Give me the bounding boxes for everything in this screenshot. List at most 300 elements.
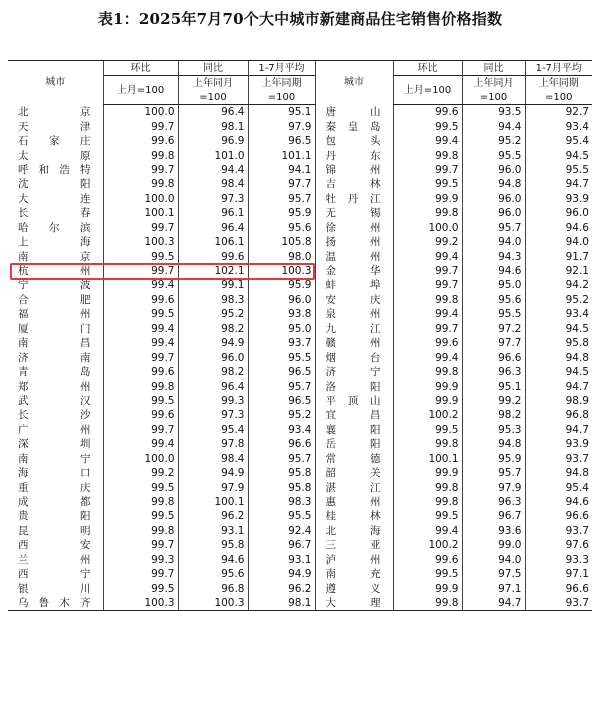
- yoy-cell-2: 93.5: [462, 105, 525, 120]
- mom-cell-2: 99.9: [393, 581, 462, 595]
- header-mom-base-2: 上月=100: [393, 76, 462, 105]
- table-row: [8, 235, 592, 249]
- city-cell-2: 襄阳: [315, 423, 393, 437]
- city-cell: 广州: [18, 423, 91, 436]
- yoy-cell: 98.2: [178, 365, 248, 379]
- mom-cell-2: 99.9: [393, 192, 462, 206]
- yoy-cell-2: 97.2: [462, 322, 525, 336]
- city-cell: 合肥: [18, 293, 91, 306]
- mom-cell-2: 99.5: [393, 423, 462, 437]
- ytd-cell-2: 91.7: [525, 249, 592, 263]
- city-cell-2: 湛江: [315, 480, 393, 494]
- table-row: [8, 553, 592, 567]
- city-cell-2: 泸州: [315, 553, 393, 567]
- ytd-cell-2: 93.4: [525, 307, 592, 321]
- mom-cell: 99.8: [103, 495, 178, 509]
- city-cell-2: 包头: [315, 134, 393, 148]
- table-row: [8, 408, 592, 422]
- ytd-cell-2: 94.7: [525, 177, 592, 191]
- yoy-cell: 95.6: [178, 567, 248, 581]
- city-cell: 南宁: [18, 452, 91, 465]
- ytd-cell: 98.3: [248, 495, 315, 509]
- city-cell-2: 丹东: [315, 148, 393, 162]
- mom-cell: 99.2: [103, 466, 178, 480]
- ytd-cell-2: 94.8: [525, 466, 592, 480]
- ytd-cell-2: 92.7: [525, 105, 592, 120]
- mom-cell-2: 99.8: [393, 596, 462, 611]
- header-city-2: 城市: [315, 61, 393, 105]
- ytd-cell: 95.6: [248, 221, 315, 235]
- mom-cell: 99.4: [103, 437, 178, 451]
- city-cell: 北京: [18, 105, 91, 118]
- mom-cell: 99.4: [103, 336, 178, 350]
- ytd-cell-2: 93.7: [525, 596, 592, 611]
- city-cell: 银川: [18, 582, 91, 595]
- table-row: [8, 596, 592, 611]
- city-cell-2: 温州: [315, 249, 393, 263]
- yoy-cell: 97.9: [178, 480, 248, 494]
- ytd-cell-2: 95.5: [525, 163, 592, 177]
- table-row: [8, 322, 592, 336]
- city-cell: 天津: [18, 120, 91, 133]
- header-yoy-base-2-2: =100: [462, 90, 525, 105]
- yoy-cell: 96.2: [178, 509, 248, 523]
- table-row: [8, 480, 592, 494]
- city-cell-2: 北海: [315, 524, 393, 538]
- table-row: [8, 394, 592, 408]
- header-yoy-base-1-2: 上年同月: [462, 76, 525, 91]
- ytd-cell: 96.6: [248, 437, 315, 451]
- mom-cell-2: 99.4: [393, 524, 462, 538]
- mom-cell: 99.7: [103, 538, 178, 552]
- yoy-cell: 96.4: [178, 379, 248, 393]
- table-row: [8, 293, 592, 307]
- ytd-cell: 95.5: [248, 350, 315, 364]
- city-cell-2: 唐山: [315, 105, 393, 120]
- city-cell: 深圳: [18, 438, 91, 451]
- yoy-cell: 100.3: [178, 596, 248, 611]
- header-ytd-base-2: =100: [248, 90, 315, 105]
- yoy-cell-2: 95.5: [462, 148, 525, 162]
- ytd-cell: 93.7: [248, 336, 315, 350]
- yoy-cell-2: 94.6: [462, 264, 525, 278]
- mom-cell-2: 99.8: [393, 365, 462, 379]
- city-cell-2: 三亚: [315, 538, 393, 552]
- city-cell: 长春: [18, 207, 91, 220]
- yoy-cell-2: 96.0: [462, 206, 525, 220]
- ytd-cell-2: 92.1: [525, 264, 592, 278]
- yoy-cell-2: 94.8: [462, 437, 525, 451]
- table-row: [8, 365, 592, 379]
- ytd-cell: 93.1: [248, 553, 315, 567]
- ytd-cell-2: 94.6: [525, 221, 592, 235]
- mom-cell-2: 99.8: [393, 495, 462, 509]
- city-cell: 海口: [18, 467, 91, 480]
- mom-cell-2: 99.4: [393, 249, 462, 263]
- mom-cell: 100.0: [103, 452, 178, 466]
- yoy-cell-2: 94.3: [462, 249, 525, 263]
- table-row: [8, 119, 592, 133]
- city-cell: 大连: [18, 192, 91, 205]
- ytd-cell-2: 95.8: [525, 336, 592, 350]
- header-ytd-base-1: 上年同期: [248, 76, 315, 91]
- ytd-cell: 96.2: [248, 581, 315, 595]
- city-cell: 青岛: [18, 366, 91, 379]
- ytd-cell-2: 96.0: [525, 206, 592, 220]
- ytd-cell-2: 94.8: [525, 350, 592, 364]
- mom-cell: 99.6: [103, 293, 178, 307]
- ytd-cell: 95.9: [248, 278, 315, 292]
- table-row: [8, 452, 592, 466]
- table-row: [8, 423, 592, 437]
- header-yoy: 同比: [178, 61, 248, 76]
- yoy-cell-2: 94.4: [462, 119, 525, 133]
- mom-cell-2: 99.7: [393, 163, 462, 177]
- ytd-cell: 96.7: [248, 538, 315, 552]
- table-row: [8, 278, 592, 292]
- ytd-cell: 94.1: [248, 163, 315, 177]
- yoy-cell-2: 95.0: [462, 278, 525, 292]
- city-cell-2: 烟台: [315, 350, 393, 364]
- ytd-cell: 96.0: [248, 293, 315, 307]
- table-row: [8, 336, 592, 350]
- yoy-cell: 99.3: [178, 394, 248, 408]
- ytd-cell: 95.8: [248, 480, 315, 494]
- yoy-cell: 99.6: [178, 249, 248, 263]
- mom-cell: 100.0: [103, 105, 178, 120]
- yoy-cell: 98.4: [178, 452, 248, 466]
- city-cell: 福州: [18, 308, 91, 321]
- mom-cell: 99.4: [103, 278, 178, 292]
- city-cell: 贵阳: [18, 510, 91, 523]
- ytd-cell-2: 94.5: [525, 148, 592, 162]
- city-cell-2: 洛阳: [315, 379, 393, 393]
- yoy-cell-2: 95.5: [462, 307, 525, 321]
- ytd-cell: 96.5: [248, 134, 315, 148]
- mom-cell-2: 99.9: [393, 394, 462, 408]
- ytd-cell: 105.8: [248, 235, 315, 249]
- mom-cell: 99.7: [103, 567, 178, 581]
- yoy-cell-2: 94.0: [462, 553, 525, 567]
- header-city: 城市: [8, 61, 103, 105]
- mom-cell-2: 100.1: [393, 452, 462, 466]
- mom-cell-2: 99.6: [393, 553, 462, 567]
- yoy-cell: 98.3: [178, 293, 248, 307]
- city-cell-2: 无锡: [315, 206, 393, 220]
- mom-cell-2: 99.4: [393, 134, 462, 148]
- ytd-cell-2: 94.5: [525, 322, 592, 336]
- yoy-cell: 96.0: [178, 350, 248, 364]
- city-cell-2: 赣州: [315, 336, 393, 350]
- yoy-cell: 94.9: [178, 466, 248, 480]
- ytd-cell-2: 93.3: [525, 553, 592, 567]
- yoy-cell: 100.1: [178, 495, 248, 509]
- yoy-cell-2: 99.0: [462, 538, 525, 552]
- yoy-cell-2: 95.6: [462, 293, 525, 307]
- city-cell: 成都: [18, 496, 91, 509]
- city-cell: 厦门: [18, 322, 91, 335]
- city-cell-2: 韶关: [315, 466, 393, 480]
- header-ytd: 1-7月平均: [248, 61, 315, 76]
- yoy-cell-2: 95.9: [462, 452, 525, 466]
- mom-cell: 99.8: [103, 177, 178, 191]
- yoy-cell: 94.6: [178, 553, 248, 567]
- yoy-cell: 95.2: [178, 307, 248, 321]
- city-cell-2: 牡丹江: [315, 192, 393, 206]
- yoy-cell-2: 97.1: [462, 581, 525, 595]
- city-cell: 长沙: [18, 409, 91, 422]
- table-row: [8, 466, 592, 480]
- yoy-cell: 96.4: [178, 105, 248, 120]
- yoy-cell: 96.4: [178, 221, 248, 235]
- city-cell: 兰州: [18, 553, 91, 566]
- yoy-cell: 96.9: [178, 134, 248, 148]
- mom-cell: 99.7: [103, 163, 178, 177]
- ytd-cell-2: 97.6: [525, 538, 592, 552]
- ytd-cell-2: 94.0: [525, 235, 592, 249]
- mom-cell: 99.7: [103, 264, 178, 278]
- ytd-cell-2: 93.7: [525, 524, 592, 538]
- city-cell: 太原: [18, 149, 91, 162]
- city-cell-2: 秦皇岛: [315, 119, 393, 133]
- table-row: [8, 221, 592, 235]
- yoy-cell-2: 94.7: [462, 596, 525, 611]
- yoy-cell-2: 95.2: [462, 134, 525, 148]
- city-cell: 济南: [18, 351, 91, 364]
- yoy-cell: 97.8: [178, 437, 248, 451]
- ytd-cell-2: 95.2: [525, 293, 592, 307]
- city-cell-2: 南充: [315, 567, 393, 581]
- mom-cell: 99.6: [103, 365, 178, 379]
- table-row: [8, 538, 592, 552]
- mom-cell: 100.3: [103, 596, 178, 611]
- highlight-box: [10, 263, 315, 280]
- yoy-cell: 95.4: [178, 423, 248, 437]
- yoy-cell-2: 95.3: [462, 423, 525, 437]
- table-body: [8, 105, 592, 611]
- mom-cell: 99.7: [103, 119, 178, 133]
- yoy-cell: 97.3: [178, 192, 248, 206]
- mom-cell-2: 99.2: [393, 235, 462, 249]
- table-row: [8, 148, 592, 162]
- mom-cell: 99.5: [103, 249, 178, 263]
- header-mom-base: 上月=100: [103, 76, 178, 105]
- city-cell: 昆明: [18, 524, 91, 537]
- city-cell: 南京: [18, 250, 91, 263]
- yoy-cell: 94.4: [178, 163, 248, 177]
- yoy-cell-2: 95.7: [462, 221, 525, 235]
- header-ytd-2: 1-7月平均: [525, 61, 592, 76]
- mom-cell: 99.5: [103, 394, 178, 408]
- yoy-cell: 93.1: [178, 524, 248, 538]
- city-cell-2: 泉州: [315, 307, 393, 321]
- ytd-cell: 101.1: [248, 148, 315, 162]
- mom-cell-2: 99.8: [393, 293, 462, 307]
- city-cell: 沈阳: [18, 178, 91, 191]
- mom-cell: 99.8: [103, 148, 178, 162]
- city-cell: 南昌: [18, 337, 91, 350]
- yoy-cell: 96.8: [178, 581, 248, 595]
- city-cell: 宁波: [18, 279, 91, 292]
- mom-cell: 99.5: [103, 581, 178, 595]
- mom-cell-2: 100.2: [393, 538, 462, 552]
- city-cell-2: 岳阳: [315, 437, 393, 451]
- yoy-cell-2: 93.6: [462, 524, 525, 538]
- city-cell: 郑州: [18, 380, 91, 393]
- city-cell-2: 桂林: [315, 509, 393, 523]
- mom-cell-2: 100.2: [393, 408, 462, 422]
- table-row: [8, 177, 592, 191]
- ytd-cell: 98.1: [248, 596, 315, 611]
- mom-cell: 99.3: [103, 553, 178, 567]
- city-cell-2: 徐州: [315, 221, 393, 235]
- city-cell: 重庆: [18, 481, 91, 494]
- yoy-cell-2: 96.6: [462, 350, 525, 364]
- yoy-cell-2: 96.3: [462, 365, 525, 379]
- mom-cell-2: 99.8: [393, 437, 462, 451]
- city-cell-2: 蚌埠: [315, 278, 393, 292]
- table-row: [8, 249, 592, 263]
- city-cell: 上海: [18, 236, 91, 249]
- table-row: [8, 163, 592, 177]
- mom-cell-2: 99.8: [393, 206, 462, 220]
- mom-cell-2: 100.0: [393, 221, 462, 235]
- table-row: [8, 524, 592, 538]
- table-row: [8, 437, 592, 451]
- header-yoy-2: 同比: [462, 61, 525, 76]
- ytd-cell: 93.8: [248, 307, 315, 321]
- mom-cell-2: 99.8: [393, 148, 462, 162]
- yoy-cell-2: 96.7: [462, 509, 525, 523]
- ytd-cell-2: 94.6: [525, 495, 592, 509]
- yoy-cell-2: 96.0: [462, 192, 525, 206]
- table-row: [8, 192, 592, 206]
- yoy-cell-2: 96.0: [462, 163, 525, 177]
- yoy-cell-2: 98.2: [462, 408, 525, 422]
- yoy-cell: 98.1: [178, 119, 248, 133]
- mom-cell: 99.7: [103, 350, 178, 364]
- city-cell-2: 平顶山: [315, 394, 393, 408]
- city-cell: 西宁: [18, 568, 91, 581]
- ytd-cell-2: 96.8: [525, 408, 592, 422]
- ytd-cell-2: 95.4: [525, 134, 592, 148]
- ytd-cell-2: 94.7: [525, 379, 592, 393]
- yoy-cell-2: 94.8: [462, 177, 525, 191]
- ytd-cell: 96.5: [248, 365, 315, 379]
- yoy-cell-2: 97.9: [462, 480, 525, 494]
- yoy-cell: 98.4: [178, 177, 248, 191]
- yoy-cell: 102.1: [178, 264, 248, 278]
- city-cell: 呼和浩特: [18, 163, 91, 176]
- table-title: 表1：2025年7月70个大中城市新建商品住宅销售价格指数: [97, 10, 503, 28]
- mom-cell-2: 99.8: [393, 480, 462, 494]
- yoy-cell-2: 96.3: [462, 495, 525, 509]
- ytd-cell: 95.0: [248, 322, 315, 336]
- yoy-cell: 98.2: [178, 322, 248, 336]
- table-row: [8, 509, 592, 523]
- city-cell-2: 扬州: [315, 235, 393, 249]
- mom-cell: 99.5: [103, 480, 178, 494]
- ytd-cell: 98.0: [248, 249, 315, 263]
- mom-cell-2: 99.6: [393, 105, 462, 120]
- yoy-cell-2: 95.1: [462, 379, 525, 393]
- ytd-cell-2: 96.6: [525, 581, 592, 595]
- city-cell: 西安: [18, 539, 91, 552]
- city-cell: 杭州: [18, 265, 91, 278]
- table-row: [8, 206, 592, 220]
- mom-cell-2: 99.7: [393, 278, 462, 292]
- header-yoy-base-2: =100: [178, 90, 248, 105]
- ytd-cell: 100.3: [248, 264, 315, 278]
- ytd-cell: 95.7: [248, 379, 315, 393]
- ytd-cell: 93.4: [248, 423, 315, 437]
- yoy-cell: 99.1: [178, 278, 248, 292]
- city-cell-2: 济宁: [315, 365, 393, 379]
- yoy-cell: 106.1: [178, 235, 248, 249]
- mom-cell: 99.7: [103, 221, 178, 235]
- ytd-cell-2: 96.6: [525, 509, 592, 523]
- ytd-cell-2: 95.4: [525, 480, 592, 494]
- mom-cell: 99.6: [103, 408, 178, 422]
- table-row: [8, 134, 592, 148]
- table-row: [8, 495, 592, 509]
- header-ytd-base-1-2: 上年同期: [525, 76, 592, 91]
- mom-cell-2: 99.5: [393, 177, 462, 191]
- ytd-cell-2: 98.9: [525, 394, 592, 408]
- mom-cell: 99.8: [103, 524, 178, 538]
- ytd-cell-2: 93.9: [525, 192, 592, 206]
- ytd-cell-2: 94.7: [525, 423, 592, 437]
- mom-cell-2: 99.9: [393, 379, 462, 393]
- mom-cell: 100.3: [103, 235, 178, 249]
- ytd-cell: 95.5: [248, 509, 315, 523]
- city-cell-2: 金华: [315, 264, 393, 278]
- table-row: [8, 581, 592, 595]
- city-cell: 石家庄: [18, 135, 91, 148]
- ytd-cell-2: 93.4: [525, 119, 592, 133]
- city-cell-2: 常德: [315, 452, 393, 466]
- mom-cell-2: 99.4: [393, 350, 462, 364]
- mom-cell-2: 99.5: [393, 509, 462, 523]
- city-cell: 乌鲁木齐: [8, 596, 103, 611]
- mom-cell: 100.0: [103, 192, 178, 206]
- mom-cell: 99.5: [103, 307, 178, 321]
- city-cell: 武汉: [18, 394, 91, 407]
- mom-cell-2: 99.9: [393, 466, 462, 480]
- yoy-cell: 95.8: [178, 538, 248, 552]
- table-row: [8, 307, 592, 321]
- mom-cell-2: 99.4: [393, 307, 462, 321]
- table-row: [8, 379, 592, 393]
- yoy-cell: 94.9: [178, 336, 248, 350]
- ytd-cell-2: 97.1: [525, 567, 592, 581]
- yoy-cell: 97.3: [178, 408, 248, 422]
- yoy-cell: 101.0: [178, 148, 248, 162]
- price-index-table: [8, 60, 592, 611]
- table-row: [8, 350, 592, 364]
- city-cell-2: 惠州: [315, 495, 393, 509]
- ytd-cell: 95.2: [248, 408, 315, 422]
- header-mom-2: 环比: [393, 61, 462, 76]
- header-yoy-base-1: 上年同月: [178, 76, 248, 91]
- ytd-cell-2: 93.7: [525, 452, 592, 466]
- mom-cell: 99.7: [103, 423, 178, 437]
- yoy-cell-2: 97.5: [462, 567, 525, 581]
- header-mom: 环比: [103, 61, 178, 76]
- city-cell-2: 宜昌: [315, 408, 393, 422]
- city-cell-2: 安庆: [315, 293, 393, 307]
- mom-cell-2: 99.7: [393, 322, 462, 336]
